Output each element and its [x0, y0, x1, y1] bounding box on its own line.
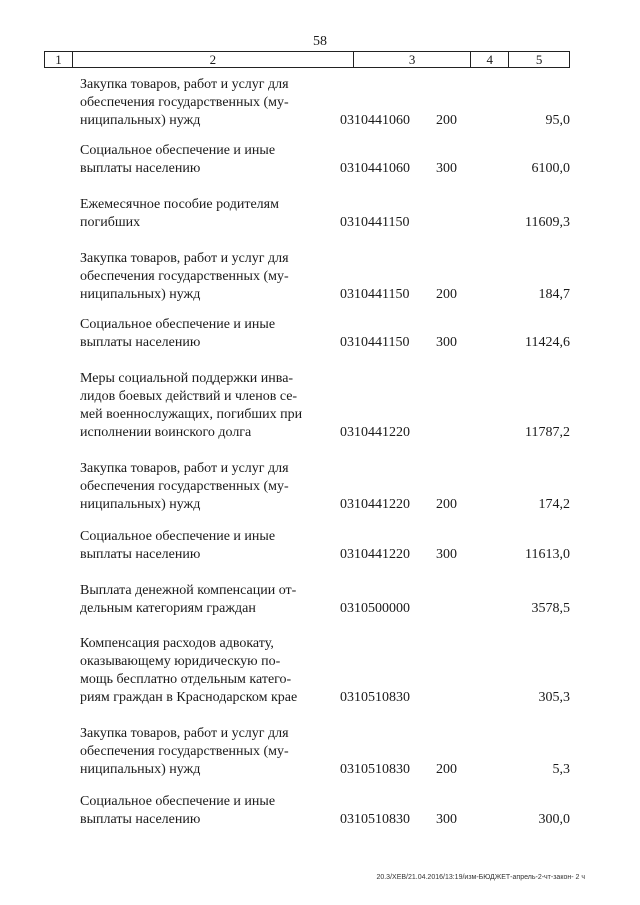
description-line: Меры социальной поддержки инва- — [80, 371, 294, 386]
row-code: 0310441150 — [340, 287, 410, 302]
row-expense-type: 200 — [436, 113, 457, 128]
description-line: ниципальных) нужд — [80, 762, 201, 777]
row-description — [80, 142, 325, 178]
row-description — [80, 370, 325, 442]
row-amount: 174,2 — [538, 497, 570, 512]
description-line: дельным категориям граждан — [80, 601, 256, 616]
row-code: 0310510830 — [340, 762, 410, 777]
row-expense-type: 300 — [436, 812, 457, 827]
row-description — [80, 635, 325, 707]
description-line: выплаты населению — [80, 335, 201, 350]
row-description — [80, 582, 325, 618]
description-line: Социальное обеспечение и иные — [80, 143, 276, 158]
description-line: ниципальных) нужд — [80, 497, 201, 512]
row-code: 0310510830 — [340, 690, 410, 705]
description-line: обеспечения государственных (му- — [80, 479, 289, 494]
row-expense-type: 200 — [436, 762, 457, 777]
row-description — [80, 196, 325, 232]
row-code: 0310441220 — [340, 497, 410, 512]
description-line: обеспечения государственных (му- — [80, 95, 289, 110]
footer-path: 20.3/XEB/21.04.2016/13:19/изм-БЮДЖЕТ-апрель-2-чт-закон- 2 ч — [376, 874, 585, 881]
row-description — [80, 528, 325, 564]
row-amount: 95,0 — [545, 113, 570, 128]
row-description — [80, 793, 325, 829]
description-line: риям граждан в Краснодарском крае — [80, 690, 298, 705]
description-line: Выплата денежной компенсации от- — [80, 583, 297, 598]
header-col-1: 1 — [45, 52, 73, 67]
description-line: Ежемесячное пособие родителям — [80, 197, 279, 212]
row-code: 0310441220 — [340, 547, 410, 562]
description-line: Закупка товаров, работ и услуг для — [80, 461, 289, 476]
description-line: Компенсация расходов адвокату, — [80, 636, 274, 651]
row-amount: 5,3 — [552, 762, 570, 777]
description-line: погибших — [80, 215, 141, 230]
row-amount: 3578,5 — [531, 601, 570, 616]
description-line: выплаты населению — [80, 547, 201, 562]
description-line: лидов боевых действий и членов се- — [80, 389, 298, 404]
row-amount: 6100,0 — [531, 161, 570, 176]
header-col-2: 2 — [73, 52, 354, 67]
row-code: 0310500000 — [340, 601, 410, 616]
row-code: 0310510830 — [340, 812, 410, 827]
row-description — [80, 76, 325, 130]
row-amount: 11424,6 — [525, 335, 570, 350]
description-line: мощь бесплатно отдельным катего- — [80, 672, 292, 687]
row-code: 0310441150 — [340, 335, 410, 350]
description-line: оказывающему юридическую по- — [80, 654, 281, 669]
page-number: 58 — [313, 34, 327, 49]
description-line: Социальное обеспечение и иные — [80, 317, 276, 332]
table-header — [44, 51, 570, 68]
row-expense-type: 300 — [436, 547, 457, 562]
row-code: 0310441220 — [340, 425, 410, 440]
row-code: 0310441060 — [340, 161, 410, 176]
row-description — [80, 725, 325, 779]
description-line: выплаты населению — [80, 812, 201, 827]
row-expense-type: 200 — [436, 497, 457, 512]
row-code: 0310441150 — [340, 215, 410, 230]
description-line: Социальное обеспечение и иные — [80, 794, 276, 809]
description-line: Закупка товаров, работ и услуг для — [80, 77, 289, 92]
row-description — [80, 460, 325, 514]
row-amount: 305,3 — [538, 690, 570, 705]
description-line: Социальное обеспечение и иные — [80, 529, 276, 544]
row-amount: 184,7 — [538, 287, 570, 302]
header-col-5: 5 — [535, 52, 543, 67]
description-line: ниципальных) нужд — [80, 287, 201, 302]
row-expense-type: 300 — [436, 335, 457, 350]
header-col-3: 3 — [354, 52, 472, 67]
row-amount: 11613,0 — [525, 547, 570, 562]
description-line: обеспечения государственных (му- — [80, 269, 289, 284]
description-line: Закупка товаров, работ и услуг для — [80, 251, 289, 266]
description-line: обеспечения государственных (му- — [80, 744, 289, 759]
description-line: исполнении воинского долга — [80, 425, 252, 440]
description-line: выплаты населению — [80, 161, 201, 176]
row-description — [80, 250, 325, 304]
row-expense-type: 300 — [436, 161, 457, 176]
row-amount: 300,0 — [538, 812, 570, 827]
description-line: ниципальных) нужд — [80, 113, 201, 128]
row-amount: 11609,3 — [525, 215, 570, 230]
description-line: Закупка товаров, работ и услуг для — [80, 726, 289, 741]
description-line: мей военнослужащих, погибших при — [80, 407, 303, 422]
row-code: 0310441060 — [340, 113, 410, 128]
row-amount: 11787,2 — [525, 425, 570, 440]
row-description — [80, 316, 325, 352]
header-col-4: 4 — [471, 52, 509, 67]
row-expense-type: 200 — [436, 287, 457, 302]
